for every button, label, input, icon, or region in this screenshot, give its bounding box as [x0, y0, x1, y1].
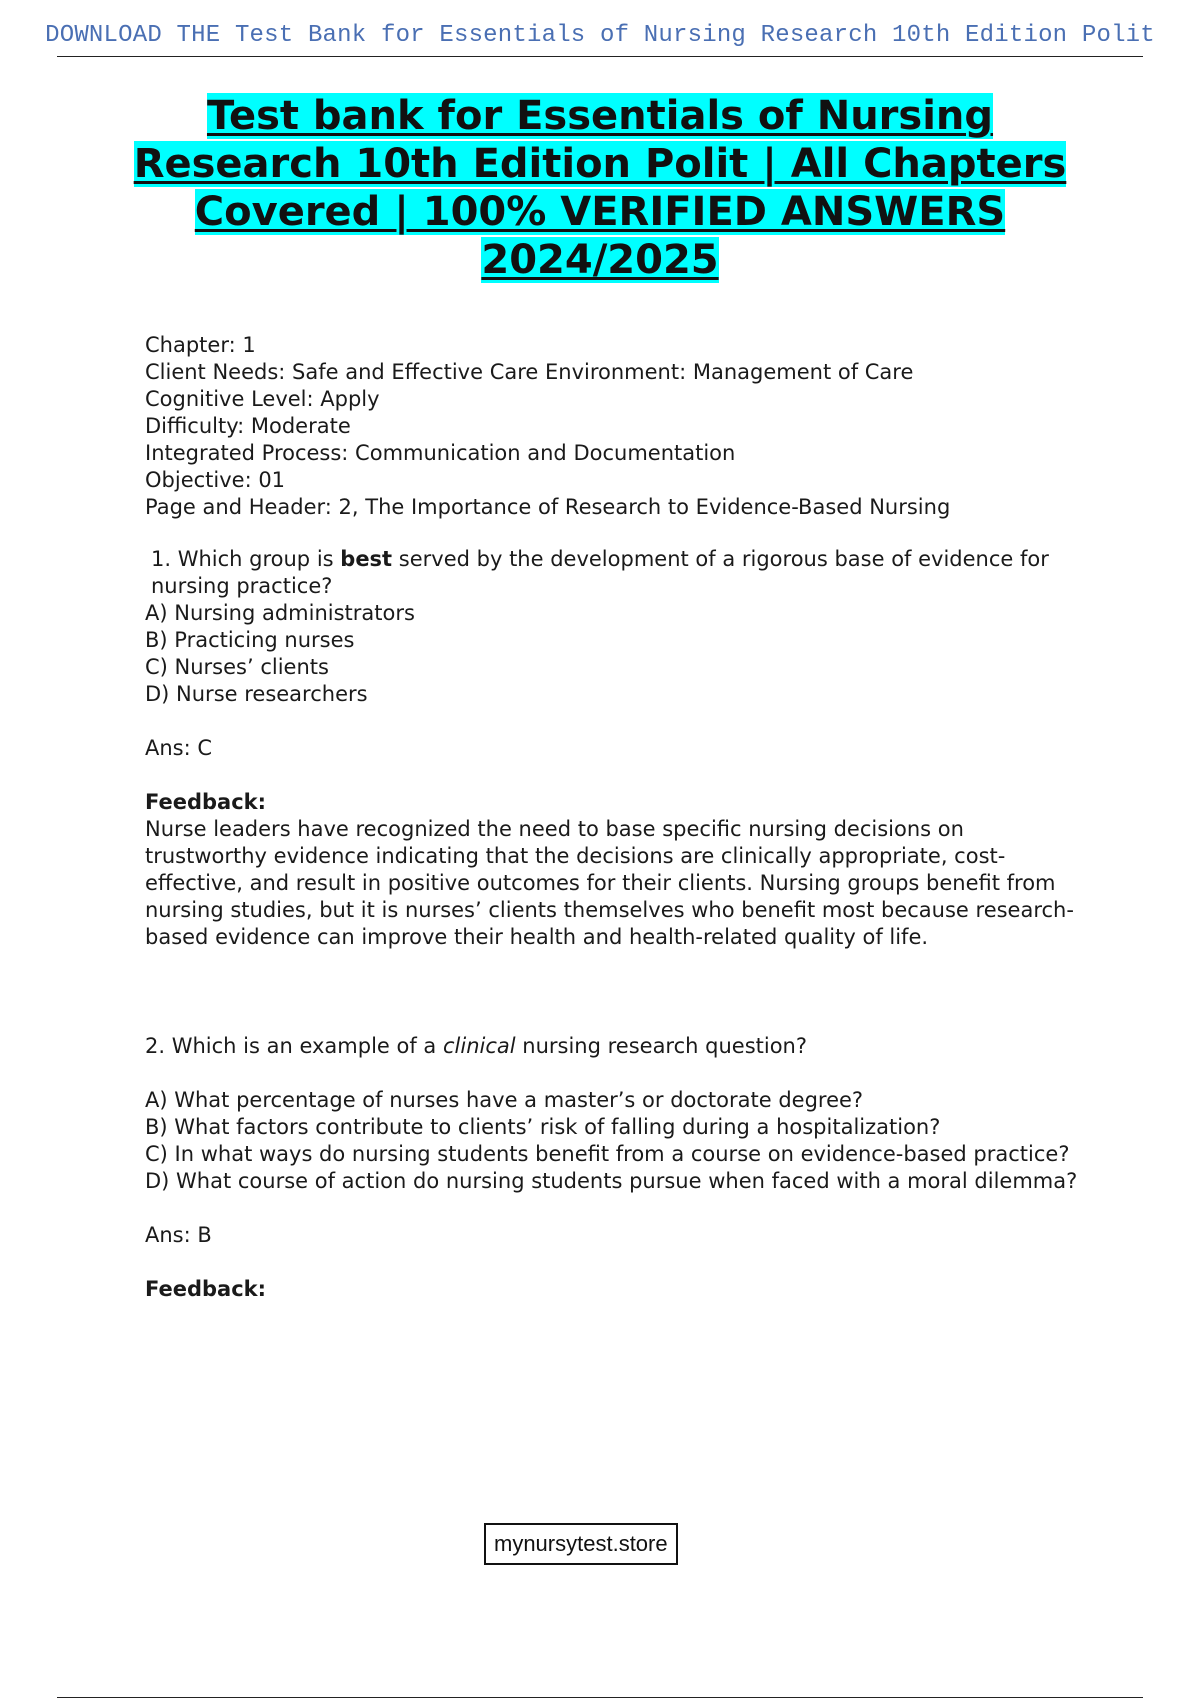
stem-text: served by the development of a rigorous base of evidence for nursing practice?	[151, 547, 1049, 598]
answer-option-d: D) What course of action do nursing students pursue when faced with a moral dilemma?	[145, 1169, 1078, 1193]
question-stem	[145, 546, 1085, 600]
meta-chapter: Chapter: 1	[145, 333, 256, 357]
feedback-heading: Feedback:	[145, 790, 267, 814]
title-line-3: Covered | 100% VERIFIED ANSWERS	[194, 189, 1006, 235]
stem-emphasis: best	[340, 547, 393, 571]
stem-emphasis: clinical	[442, 1034, 516, 1058]
answer-option-d: D) Nurse researchers	[145, 682, 368, 706]
meta-page-header: Page and Header: 2, The Importance of Research to Evidence-Based Nursing	[145, 495, 951, 519]
answer-option-c: C) Nurses’ clients	[145, 655, 329, 679]
document-body	[145, 332, 1085, 1303]
title-line-2: Research 10th Edition Polit | All Chapters	[133, 141, 1067, 187]
feedback-text: Nurse leaders have recognized the need to base specific nursing decisions on trustworthy evidence indicating that the decisions are clinically appropriate, cost-effective, and result in positive outcomes for their clients. Nursing groups benefit from nursing studies, but it is nurses’ clients themselves who benefit most because research-based evidence can improve their health and health-related quality of life.	[145, 817, 1074, 949]
site-watermark-stamp: mynursytest.store	[484, 1523, 678, 1565]
stem-text: nursing research question?	[515, 1034, 808, 1058]
answer-option-b: B) Practicing nurses	[145, 628, 355, 652]
answer-option-c: C) In what ways do nursing students benefit from a course on evidence-based practice?	[145, 1142, 1070, 1166]
answer-option-a: A) What percentage of nurses have a master’s or doctorate degree?	[145, 1088, 864, 1112]
question-metadata	[145, 332, 1085, 521]
meta-integrated-process: Integrated Process: Communication and Documentation	[145, 441, 736, 465]
document-title	[100, 92, 1100, 284]
title-line-4: 2024/2025	[481, 237, 719, 283]
meta-difficulty: Difficulty: Moderate	[145, 414, 351, 438]
meta-client-needs: Client Needs: Safe and Effective Care Environment: Management of Care	[145, 360, 914, 384]
question-stem	[145, 1033, 1085, 1060]
title-line-1: Test bank for Essentials of Nursing	[206, 93, 994, 139]
meta-objective: Objective: 01	[145, 468, 286, 492]
stem-text: 2. Which is an example of a	[145, 1034, 443, 1058]
answer-key: Ans: B	[145, 1223, 212, 1247]
footer-divider	[57, 1697, 1143, 1698]
question-2	[145, 1033, 1085, 1303]
answer-option-a: A) Nursing administrators	[145, 601, 415, 625]
question-1	[145, 546, 1085, 951]
stem-text: 1. Which group is	[151, 547, 341, 571]
meta-cognitive-level: Cognitive Level: Apply	[145, 387, 380, 411]
feedback-heading: Feedback:	[145, 1277, 267, 1301]
answer-option-b: B) What factors contribute to clients’ risk of falling during a hospitalization?	[145, 1115, 941, 1139]
running-header: DOWNLOAD THE Test Bank for Essentials of Nursing Research 10th Edition Polit	[45, 22, 1155, 49]
answer-key: Ans: C	[145, 736, 213, 760]
header-divider	[57, 56, 1143, 57]
